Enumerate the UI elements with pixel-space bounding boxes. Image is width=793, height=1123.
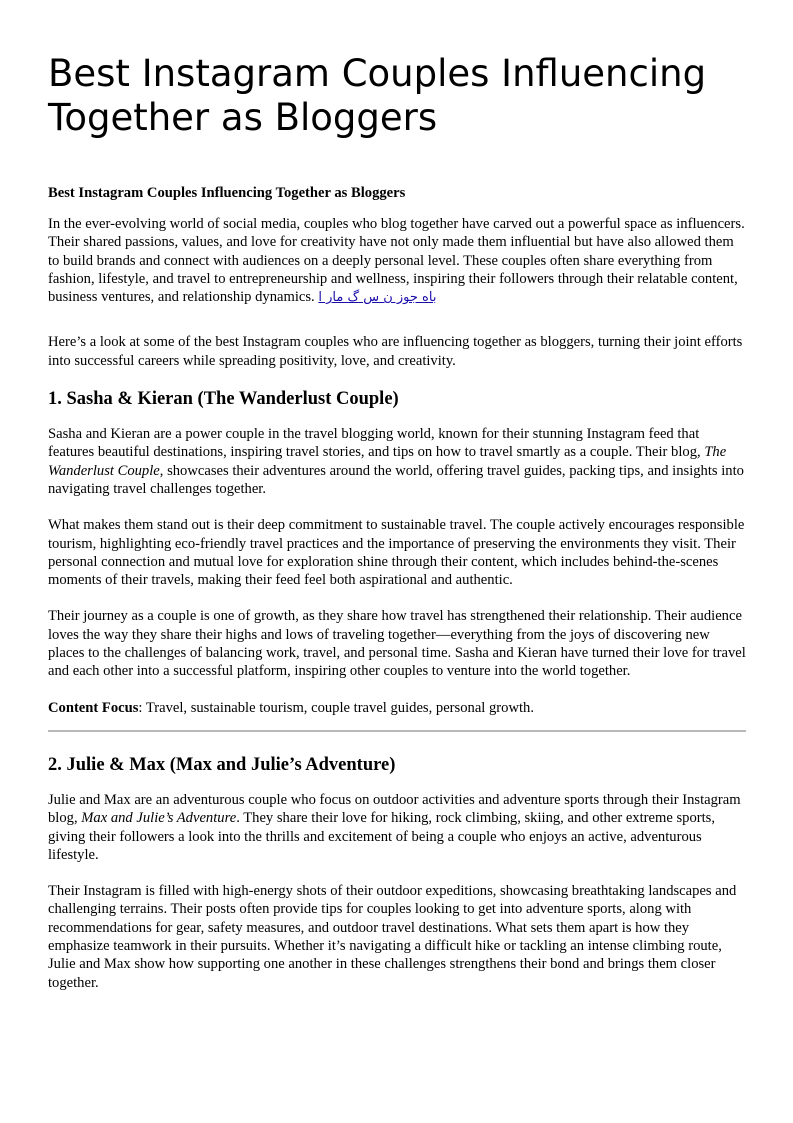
article [48, 0, 746, 992]
section1-p1-before: Sasha and Kieran are a power couple in the travel blogging world, known for their stunning Instagram feed that features beautiful destinations, inspiring travel stories, and tips on how to travel smartly as a couple. Their blog, [48, 426, 705, 461]
content-focus [48, 699, 746, 717]
content-focus-label: Content Focus [48, 699, 139, 716]
content-focus-text: : Travel, sustainable tourism, couple travel guides, personal growth. [138, 699, 534, 716]
intro-link[interactable]: باه جوز ن س گ مار ا [318, 290, 437, 306]
section2-p1-before: Julie and Max are an adventurous couple who focus on outdoor activities and adventure sports through their Instagram blog, [48, 791, 741, 827]
section2-paragraph-2: Their Instagram is filled with high-energy shots of their outdoor expeditions, showcasing breathtaking landscapes and challenging terrains. Their posts often provide tips for couples looking to get into adventure sports, along with recommendations for gear, safety measures, and outdoor travel destinations. What sets them apart is how they emphasize teamwork in their pursuits. Whether it’s navigating a difficult hike or tackling an intense climbing route, Julie and Max show how supporting one another in these challenges strengthens their bond and brings them closer together. [48, 883, 737, 991]
section-heading-1: 1. Sasha & Kieran (The Wanderlust Couple) [48, 389, 399, 410]
section2-paragraph-1 [48, 791, 746, 864]
section-heading-2: 2. Julie & Max (Max and Julie’s Adventure) [48, 754, 396, 775]
section2-p1-after: . They share their love for hiking, rock climbing, skiing, and other extreme sports, giving their followers a look into the thrills and excitement of being a couple who enjoys an active, adventurous lifestyle. [48, 810, 715, 863]
section1-paragraph-3: Their journey as a couple is one of growth, as they share how travel has strengthened their relationship. Their audience loves the way they share their highs and lows of traveling together—everything from the joys of discovering new places to the challenges of balancing work, travel, and personal time. Sasha and Kieran have turned their love for travel and each other into a successful platform, inspiring other couples to venture into the world together. [48, 608, 746, 680]
section1-paragraph-2: What makes them stand out is their deep commitment to sustainable travel. The couple actively encourages responsible tourism, highlighting eco-friendly travel practices and the importance of preserving the environments they visit. Their personal connection and mutual love for exploration shine through their content, which includes behind-the-scenes moments of their travels, making their feed feel both aspirational and authentic. [48, 517, 745, 589]
section2-blog-name: Max and Julie’s Adventure [81, 810, 237, 827]
section1-p1-after: , showcases their adventures around the world, offering travel guides, packing tips, and insights into navigating travel challenges together. [48, 462, 744, 497]
section1-paragraph-1 [48, 425, 746, 498]
intro-text: In the ever-evolving world of social media, couples who blog together have carved out a powerful space as influencers. Their shared passions, values, and love for creativity have not only made them influential but have also allowed them to build brands and connect with audiences on a deeply personal level. These couples often share everything from fashion, lifestyle, and travel to entrepreneurship and wellness, inspiring their followers through their relatable content, business ventures, and relationship dynamics. [48, 216, 745, 306]
lead-paragraph: Here’s a look at some of the best Instagram couples who are influencing together as bloggers, turning their joint efforts into successful careers while spreading positivity, love, and creativity. [48, 334, 743, 369]
section-divider [48, 730, 746, 732]
article-subtitle: Best Instagram Couples Influencing Together as Bloggers [48, 185, 406, 201]
section1-blog-name: The Wanderlust Couple [48, 444, 727, 479]
page-title: Best Instagram Couples Influencing Together as Bloggers [48, 52, 707, 139]
intro-paragraph [48, 215, 746, 307]
